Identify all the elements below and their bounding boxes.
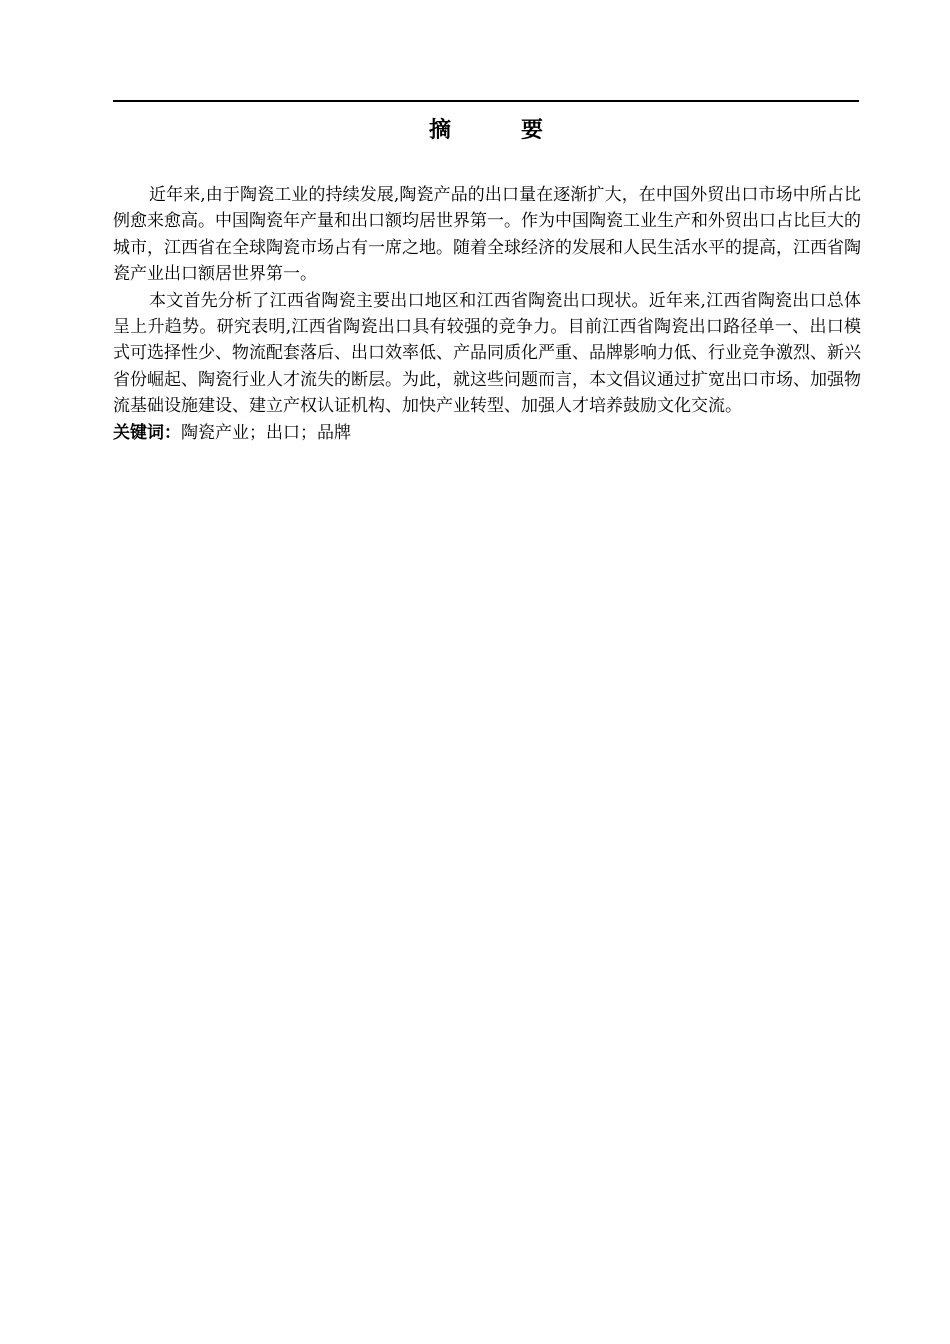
header-rule: [113, 100, 859, 102]
abstract-paragraph-2: 本文首先分析了江西省陶瓷主要出口地区和江西省陶瓷出口现状。近年来,江西省陶瓷出口总体呈上升趋势。研究表明,江西省陶瓷出口具有较强的竞争力。目前江西省陶瓷出口路径单一、出口模式可选择性少、物流配套落后、出口效率低、产品同质化严重、品牌影响力低、行业竞争激烈、新兴省份崛起、陶瓷行业人才流失的断层。为此，就这些问题而言，本文倡议通过扩宽出口市场、加强物流基础设施建设、建立产权认证机构、加快产业转型、加强人才培养鼓励文化交流。: [113, 290, 861, 417]
keywords-line: [113, 420, 861, 446]
keywords-text: 陶瓷产业；出口；品牌: [181, 422, 351, 443]
abstract-title: 摘 要: [428, 118, 567, 143]
keywords-label: 关键词：: [113, 422, 181, 443]
abstract-body: [113, 182, 861, 446]
abstract-paragraph-1: 近年来,由于陶瓷工业的持续发展,陶瓷产品的出口量在逐渐扩大，在中国外贸出口市场中所占比例愈来愈高。中国陶瓷年产量和出口额均居世界第一。作为中国陶瓷工业生产和外贸出口占比巨大的城市，江西省在全球陶瓷市场占有一席之地。随着全球经济的发展和人民生活水平的提高，江西省陶瓷产业出口额居世界第一。: [113, 185, 861, 285]
